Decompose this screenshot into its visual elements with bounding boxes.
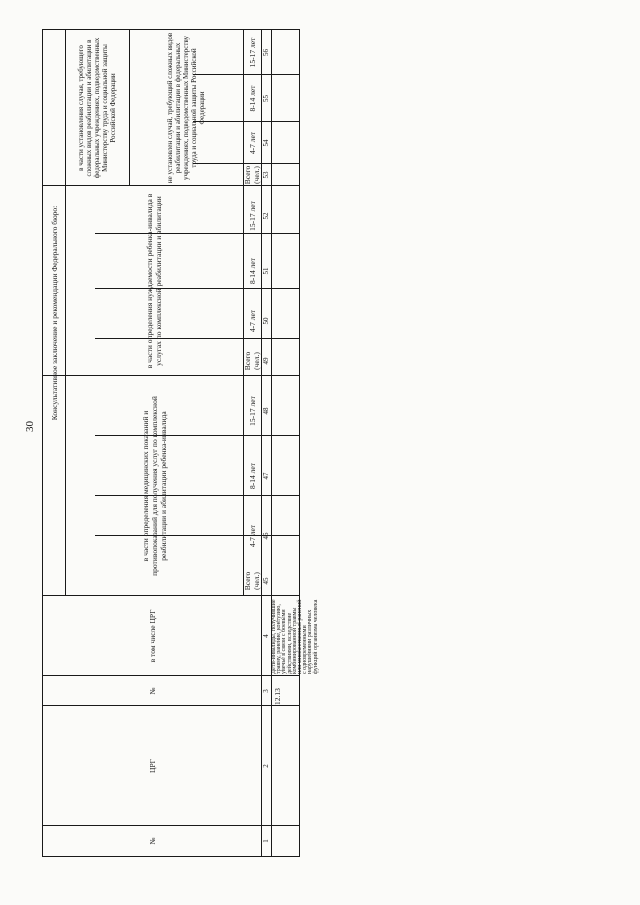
header-consultative-conclusion: Консультативное заключение и рекомендации Федерального бюро: bbox=[49, 205, 59, 421]
group-case-established: в части установления случая, требующего сложных видов реабилитации и абилитации в федеральных учреждениях, подведомственных Министерству труда и социальной защиты Российской Федерации bbox=[77, 37, 117, 179]
column-number: 49 bbox=[261, 357, 270, 365]
age-col-total: Всего (чел.) bbox=[243, 165, 261, 185]
column-number: 53 bbox=[261, 171, 270, 179]
column-number: 48 bbox=[261, 407, 270, 415]
rotated-sheet bbox=[20, 27, 620, 877]
column-number: 56 bbox=[261, 49, 270, 56]
age-col-15-17: 15-17 лет bbox=[247, 37, 257, 68]
age-col-total: Всего (чел.) bbox=[243, 351, 261, 371]
group-need-for-services: в части определения нуждаемости ребенка-инвалида в услугах по комплексной реабилитации и абилитации bbox=[145, 193, 163, 369]
group-medical-indications: в части определения медицинских показаний и противопоказаний для получения услуг по комплексной реабилитации и абилитации ребенка-инвалида bbox=[140, 396, 168, 576]
column-number: 1 bbox=[261, 839, 270, 843]
column-number: 45 bbox=[261, 577, 270, 585]
age-col-4-7: 4-7 лет bbox=[247, 131, 257, 155]
column-number: 47 bbox=[261, 472, 270, 480]
row-code: 12.13 bbox=[273, 688, 282, 705]
column-number: 51 bbox=[261, 267, 270, 275]
age-col-8-14: 8-14 лет bbox=[247, 463, 257, 489]
header-no: № bbox=[147, 837, 157, 845]
age-col-8-14: 8-14 лет bbox=[247, 85, 257, 112]
report-table bbox=[42, 29, 319, 857]
age-col-total: Всего (чел.) bbox=[243, 571, 261, 591]
column-number: 3 bbox=[261, 689, 270, 693]
column-number: 2 bbox=[261, 764, 270, 768]
column-number: 54 bbox=[261, 139, 270, 147]
age-col-4-7: 4-7 лет bbox=[247, 309, 257, 333]
column-number: 52 bbox=[261, 212, 270, 220]
age-col-15-17: 15-17 лет bbox=[247, 201, 257, 231]
page-number: 30 bbox=[24, 421, 36, 432]
header-no-2: № bbox=[147, 687, 157, 695]
age-col-15-17: 15-17 лет bbox=[247, 396, 257, 426]
column-number: 50 bbox=[261, 317, 270, 325]
column-number: 55 bbox=[261, 95, 270, 102]
row-description: Дети-инвалиды, получившие травму, ранение, контузию, увечье в связи с боевыми действиями, вследствие комбинированной травмы или множественных ранений с одновременными нарушениями различных функций организма человека bbox=[271, 599, 319, 674]
age-col-8-14: 8-14 лет bbox=[247, 258, 257, 284]
group-case-not-established: не установлен случай, требующий сложных видов реабилитации и абилитации в федеральных учреждениях, подведомственных Министерству труда и социальной защиты Российской Федерации bbox=[166, 32, 206, 184]
header-including-crg: в том числе ЦРГ bbox=[147, 609, 157, 663]
column-number: 4 bbox=[261, 634, 270, 638]
age-col-4-7: 4-7 лет bbox=[247, 524, 257, 548]
header-crg: ЦРГ bbox=[147, 759, 157, 773]
column-number: 46 bbox=[261, 532, 270, 540]
